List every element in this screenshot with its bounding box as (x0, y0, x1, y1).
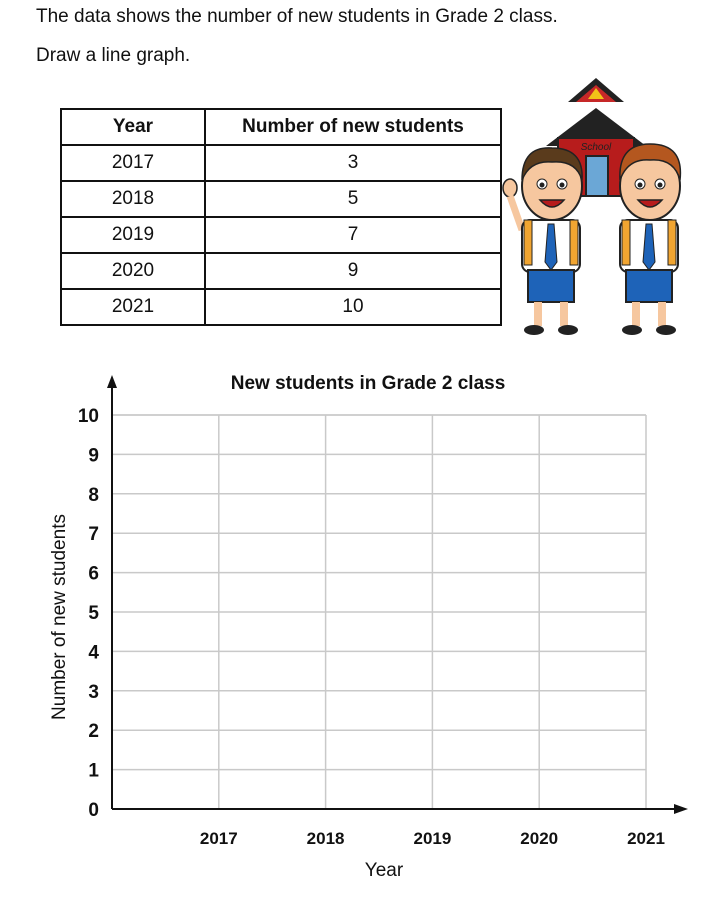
column-header-students: Number of new students (205, 109, 501, 145)
table-header-row (61, 109, 501, 145)
y-tick-label: 9 (88, 445, 99, 467)
y-tick-label: 2 (88, 721, 99, 743)
y-tick-label: 8 (88, 484, 99, 506)
y-tick-label: 1 (88, 760, 99, 782)
x-tick-label: 2021 (627, 829, 665, 848)
table-cell-count: 5 (205, 181, 501, 217)
task-text: Draw a line graph. (36, 45, 191, 66)
y-tick-label: 3 (88, 681, 99, 703)
y-tick-label: 0 (88, 800, 99, 821)
chart-title: New students in Grade 2 class (230, 373, 506, 394)
y-tick-label: 5 (88, 603, 99, 624)
table-cell-count: 9 (205, 253, 501, 289)
table-cell-year: 2018 (61, 181, 205, 217)
instruction-text: The data shows the number of new students in Grade 2 class. (36, 6, 558, 27)
table-row (61, 181, 501, 217)
line-graph (0, 360, 713, 900)
table-row (61, 253, 501, 289)
table-cell-year: 2017 (61, 145, 205, 181)
y-tick-label: 4 (88, 642, 99, 664)
table-cell-count: 3 (205, 145, 501, 181)
school-sign: School (580, 142, 612, 153)
y-tick-label: 6 (88, 563, 99, 585)
table-cell-count: 10 (205, 289, 501, 325)
boy-left-figure (503, 148, 582, 335)
school-children-illustration (500, 72, 700, 344)
chart-grid (112, 415, 646, 809)
y-tick-label: 10 (77, 406, 99, 427)
y-axis-label: Number of new students (49, 514, 70, 720)
table-row (61, 145, 501, 181)
x-tick-label: 2019 (413, 829, 452, 848)
x-axis-arrow-icon (674, 804, 688, 814)
table-row (61, 289, 501, 325)
data-table (60, 108, 502, 326)
table-cell-year: 2021 (61, 289, 205, 325)
table-cell-year: 2019 (61, 217, 205, 253)
boy-right-figure (620, 144, 681, 335)
x-tick-label: 2017 (199, 829, 238, 848)
x-tick-label: 2020 (520, 829, 559, 848)
column-header-year: Year (61, 109, 205, 145)
x-tick-label: 2018 (306, 829, 345, 848)
chart-axes (107, 375, 688, 814)
y-tick-label: 7 (88, 524, 99, 546)
table-cell-year: 2020 (61, 253, 205, 289)
table-row (61, 217, 501, 253)
y-tick-labels (78, 406, 100, 821)
x-axis-label: Year (364, 860, 404, 881)
x-tick-labels (200, 829, 665, 848)
y-axis-arrow-icon (107, 375, 117, 388)
table-cell-count: 7 (205, 217, 501, 253)
